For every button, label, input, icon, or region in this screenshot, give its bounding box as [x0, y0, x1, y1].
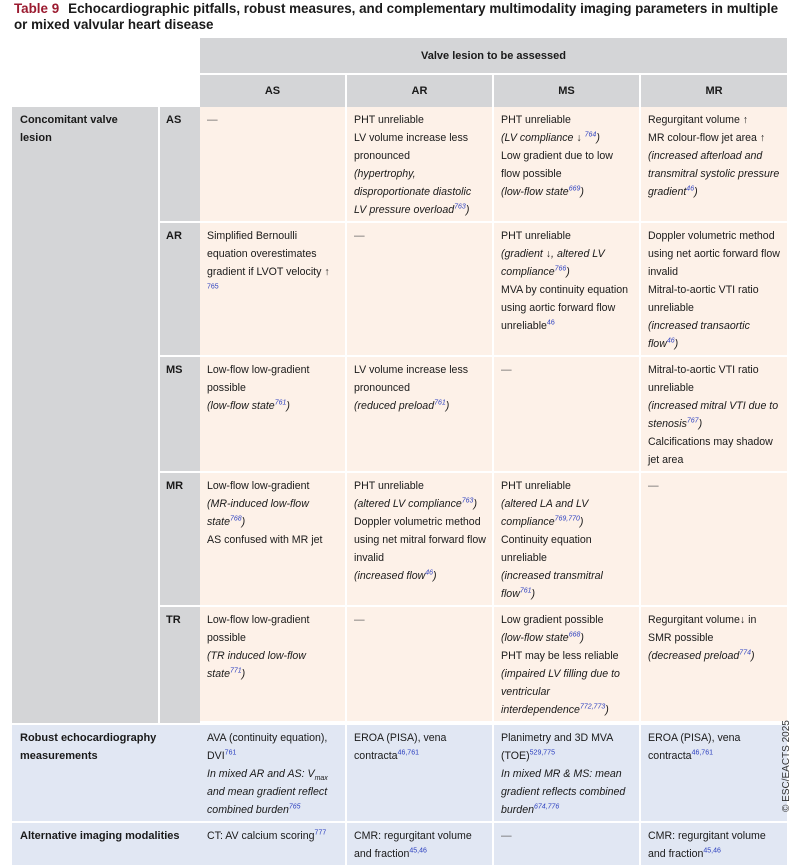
- closing-paren: ): [473, 498, 477, 510]
- cell-line: [648, 361, 781, 397]
- closing-paren: ): [698, 418, 703, 430]
- table-cell: [494, 723, 641, 821]
- cell-text: (decreased preload: [648, 650, 740, 662]
- reference-number: 674,776: [534, 803, 560, 811]
- cell-text: Mitral-to-aortic VTI ratio unreliable: [648, 284, 759, 314]
- subscript-text: max: [314, 775, 328, 783]
- cell-text: (impaired LV filling due to ventricular interdependence: [501, 668, 620, 716]
- row-group-label: Concomitant valve lesion: [12, 107, 158, 723]
- reference-number: 767: [686, 417, 699, 425]
- reference-number: 46,761: [397, 749, 419, 757]
- cell-line: [501, 495, 633, 531]
- alternative-label: Alternative imaging modalities: [12, 821, 200, 865]
- cell-text: Low-flow low-gradient possible: [207, 364, 310, 394]
- table-cell: [347, 223, 494, 357]
- cell-line: [501, 245, 633, 281]
- reference-number: 669: [568, 185, 581, 193]
- cell-text: Low-flow low-gradient possible: [207, 614, 310, 644]
- table-cell: [494, 107, 641, 223]
- cell-text: (increased afterload and transmitral systolic pressure gradient: [648, 150, 780, 198]
- column-header-ar: AR: [347, 73, 494, 107]
- cell-text: Low gradient possible: [501, 614, 604, 626]
- cell-line: [354, 165, 486, 219]
- column-header-mr: MR: [641, 73, 787, 107]
- cell-line: [648, 647, 781, 665]
- cell-line: [648, 729, 781, 765]
- cell-line: [207, 827, 339, 845]
- cell-text: Doppler volumetric method using net mitral forward flow invalid: [354, 516, 486, 564]
- cell-line: [648, 111, 781, 129]
- cell-line: [501, 611, 633, 629]
- cell-text: Calcifications may shadow jet area: [648, 436, 773, 466]
- cell-text: (low-flow state: [207, 400, 275, 412]
- cell-line: [501, 183, 633, 201]
- cell-text: AS confused with MR jet: [207, 534, 323, 546]
- cell-line: [648, 317, 781, 353]
- copyright-notice: © ESC/EACTS 2025: [781, 720, 792, 812]
- cell-text: Low-flow low-gradient: [207, 480, 310, 492]
- reference-number: 764: [584, 131, 597, 139]
- table-cell: [200, 473, 347, 607]
- cell-text: —: [501, 364, 512, 376]
- cell-text: (altered LV compliance: [354, 498, 462, 510]
- closing-paren: ): [579, 516, 584, 528]
- table-cell: [494, 821, 641, 865]
- cell-line: [354, 477, 486, 495]
- reference-number: 45,46: [703, 847, 721, 855]
- reference-number: 46: [546, 319, 555, 327]
- closing-paren: ): [465, 204, 470, 216]
- reference-number: 765: [207, 283, 219, 291]
- table-cell: [641, 473, 787, 607]
- cell-text: CMR: regurgitant volume and fraction: [648, 830, 766, 860]
- cell-text: PHT unreliable: [354, 480, 424, 492]
- cell-text: Planimetry and 3D MVA (TOE): [501, 732, 613, 762]
- reference-number: 761: [519, 587, 532, 595]
- cell-text: EROA (PISA), vena contracta: [354, 732, 447, 762]
- row-label-ms: MS: [158, 357, 200, 473]
- table-cell: [347, 473, 494, 607]
- cell-text: PHT may be less reliable: [501, 650, 619, 662]
- table-cell: [641, 821, 787, 865]
- reference-number: 529,775: [529, 749, 555, 757]
- table-cell: [200, 223, 347, 357]
- closing-paren: ): [433, 570, 437, 582]
- cell-text: (increased mitral VTI due to stenosis: [648, 400, 779, 430]
- cell-line: [501, 647, 633, 665]
- cell-text: Mitral-to-aortic VTI ratio unreliable: [648, 364, 759, 394]
- lesion-row-as: [12, 107, 787, 223]
- header-columns-row: [12, 73, 787, 107]
- row-label-tr: TR: [158, 607, 200, 723]
- cell-line: [207, 647, 339, 683]
- cell-line: [501, 629, 633, 647]
- closing-paren: ): [445, 400, 450, 412]
- cell-text: In mixed AR and AS: V: [207, 768, 315, 780]
- cell-text: CT: AV calcium scoring: [207, 830, 315, 842]
- reference-number: 761: [274, 399, 287, 407]
- reference-number: 46,761: [691, 749, 713, 757]
- cell-line: [207, 227, 339, 299]
- reference-number: 761: [224, 749, 237, 757]
- cell-line: [501, 227, 633, 245]
- closing-paren: ): [241, 516, 246, 528]
- cell-text: (reduced preload: [354, 400, 435, 412]
- cell-line: [207, 495, 339, 531]
- cell-line: [501, 765, 633, 819]
- cell-text: (TR induced low-flow state: [207, 650, 306, 680]
- cell-text: Continuity equation unreliable: [501, 534, 592, 564]
- cell-text: (low-flow state: [501, 186, 569, 198]
- reference-number: 763: [461, 497, 474, 505]
- table-cell: [347, 357, 494, 473]
- cell-line: [501, 361, 633, 379]
- cell-text: MR colour-flow jet area ↑: [648, 132, 766, 144]
- closing-paren: ): [580, 186, 584, 198]
- table-cell: [200, 607, 347, 723]
- cell-line: [501, 531, 633, 567]
- reference-number: 772,773: [579, 703, 606, 711]
- cell-text: PHT unreliable: [354, 114, 424, 126]
- cell-line: [501, 567, 633, 603]
- table-cell: [494, 357, 641, 473]
- summary-rows: [12, 723, 787, 865]
- cell-line: [207, 531, 339, 549]
- cell-line: [501, 477, 633, 495]
- closing-paren: ): [694, 186, 698, 198]
- cell-line: [354, 567, 486, 585]
- reference-number: 46: [666, 337, 675, 345]
- reference-number: 45,46: [409, 847, 427, 855]
- table-number: Table 9: [14, 1, 60, 16]
- cell-text: PHT unreliable: [501, 480, 571, 492]
- cell-text: In mixed MR & MS: mean gradient reflects combined burden: [501, 768, 626, 816]
- cell-text: AVA (continuity equation), DVI: [207, 732, 328, 762]
- cell-line: [501, 111, 633, 129]
- cell-line: [501, 827, 633, 845]
- cell-line: [501, 665, 633, 719]
- table-cell: [494, 607, 641, 723]
- table-cell: [347, 821, 494, 865]
- cell-line: [354, 611, 486, 629]
- reference-number: 769,770: [554, 515, 580, 523]
- cell-line: [648, 611, 781, 647]
- cell-text: LV volume increase less pronounced: [354, 132, 469, 162]
- table-caption: [14, 1, 784, 33]
- cell-text: (increased transaortic flow: [648, 320, 750, 350]
- table-cell: [641, 723, 787, 821]
- cell-line: [207, 361, 339, 397]
- table-cell: [494, 223, 641, 357]
- cell-line: [207, 397, 339, 415]
- cell-text-continued: and mean gradient reflect combined burden: [207, 786, 328, 816]
- column-header-as: AS: [200, 73, 347, 107]
- table-cell: [641, 607, 787, 723]
- cell-text: EROA (PISA), vena contracta: [648, 732, 741, 762]
- cell-text: —: [648, 480, 659, 492]
- table-cell: [494, 473, 641, 607]
- cell-line: [648, 281, 781, 317]
- cell-line: [207, 611, 339, 647]
- cell-line: [207, 729, 339, 765]
- cell-text: Simplified Bernoulli equation overestimates gradient if LVOT velocity ↑: [207, 230, 330, 278]
- cell-line: [354, 111, 486, 129]
- reference-number: 777: [314, 829, 327, 837]
- reference-number: 768: [229, 515, 242, 523]
- table-cell: [347, 107, 494, 223]
- closing-paren: ): [531, 588, 536, 600]
- robust-measurements-row: [12, 723, 787, 821]
- closing-paren: ): [241, 668, 246, 680]
- column-header-ms: MS: [494, 73, 641, 107]
- header-group-label: Valve lesion to be assessed: [200, 38, 787, 73]
- cell-line: [354, 227, 486, 245]
- cell-line: [207, 477, 339, 495]
- cell-text: (increased flow: [354, 570, 426, 582]
- cell-text: Low gradient due to low flow possible: [501, 150, 613, 180]
- closing-paren: ): [674, 338, 679, 350]
- cell-line: [501, 147, 633, 183]
- cell-line: [501, 281, 633, 335]
- reference-number: 46: [686, 185, 695, 193]
- table-cell: [347, 607, 494, 723]
- reference-number: 46: [425, 569, 434, 577]
- closing-paren: ): [286, 400, 290, 412]
- cell-line: [354, 397, 486, 415]
- cell-text: —: [354, 614, 365, 626]
- cell-line: [648, 827, 781, 863]
- closing-paren: ): [596, 132, 600, 144]
- cell-text: (increased transmitral flow: [501, 570, 603, 600]
- cell-line: [354, 513, 486, 567]
- reference-number: 763: [454, 203, 466, 211]
- cell-line: [501, 129, 633, 147]
- table-cell: [200, 723, 347, 821]
- table-cell: [200, 107, 347, 223]
- cell-text: (hypertrophy, disproportionate diastolic LV pressure overload: [354, 168, 472, 216]
- cell-line: [354, 495, 486, 513]
- cell-text: Regurgitant volume ↑: [648, 114, 749, 126]
- cell-text: (gradient ↓, altered LV compliance: [501, 248, 605, 278]
- reference-number: 766: [554, 265, 567, 273]
- cell-text: —: [354, 230, 365, 242]
- cell-line: [354, 827, 486, 863]
- cell-text: CMR: regurgitant volume and fraction: [354, 830, 472, 860]
- table-cell: [347, 723, 494, 821]
- cell-line: [648, 129, 781, 147]
- cell-line: [648, 227, 781, 281]
- row-label-as: AS: [158, 107, 200, 223]
- cell-line: [648, 147, 781, 201]
- cell-line: [354, 129, 486, 165]
- reference-number: 771: [229, 667, 242, 675]
- robust-label: Robust echocardiography measurements: [12, 723, 200, 821]
- valve-lesion-table: [12, 38, 787, 865]
- cell-text: (altered LA and LV compliance: [501, 498, 589, 528]
- cell-text: Regurgitant volume↓ in SMR possible: [648, 614, 757, 644]
- cell-line: [354, 729, 486, 765]
- cell-text: Doppler volumetric method using net aortic forward flow invalid: [648, 230, 780, 278]
- reference-number: 668: [568, 631, 581, 639]
- closing-paren: ): [750, 650, 755, 662]
- table-title: Echocardiographic pitfalls, robust measures, and complementary multimodality imaging parameters in multiple or mixed valvular heart disease: [14, 1, 779, 32]
- cell-line: [648, 397, 781, 433]
- table-cell: [641, 223, 787, 357]
- cell-text: PHT unreliable: [501, 230, 571, 242]
- header-group-row: [12, 38, 787, 73]
- cell-text: (LV compliance ↓: [501, 132, 585, 144]
- cell-line: [207, 111, 339, 129]
- closing-paren: ): [580, 632, 584, 644]
- table-cell: [641, 107, 787, 223]
- table-cell: [641, 357, 787, 473]
- reference-number: 761: [434, 399, 446, 407]
- cell-text: (low-flow state: [501, 632, 569, 644]
- cell-line: [648, 477, 781, 495]
- cell-text: PHT unreliable: [501, 114, 571, 126]
- cell-text: (MR-induced low-flow state: [207, 498, 309, 528]
- lesion-rows: [12, 107, 787, 723]
- closing-paren: ): [566, 266, 570, 278]
- row-label-mr: MR: [158, 473, 200, 607]
- table-cell: [200, 821, 347, 865]
- cell-line: [354, 361, 486, 397]
- cell-line: [648, 433, 781, 469]
- row-label-ar: AR: [158, 223, 200, 357]
- reference-number: 765: [288, 803, 301, 811]
- cell-text: —: [207, 114, 218, 126]
- cell-line: [501, 729, 633, 765]
- header-blank: [12, 38, 200, 73]
- cell-text: MVA by continuity equation using aortic forward flow unreliable: [501, 284, 629, 332]
- header-blank-2: [12, 73, 200, 107]
- cell-text: —: [501, 830, 512, 842]
- table-cell: [200, 357, 347, 473]
- alternative-imaging-row: [12, 821, 787, 865]
- cell-text: LV volume increase less pronounced: [354, 364, 469, 394]
- cell-line: [207, 765, 339, 819]
- closing-paren: ): [605, 704, 609, 716]
- reference-number: 774: [739, 649, 751, 657]
